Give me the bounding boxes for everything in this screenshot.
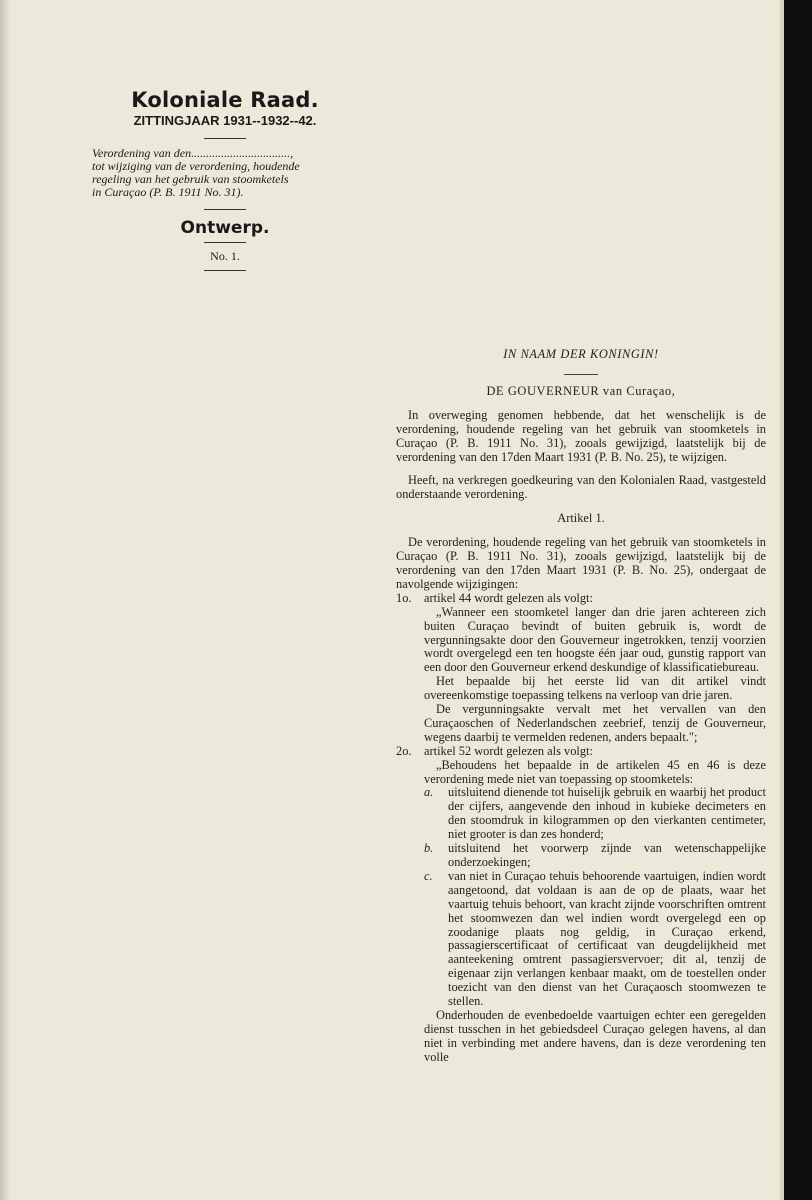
session-year: ZITTINGJAAR 1931--1932--42. <box>133 113 317 128</box>
sub-item-label: c. <box>424 868 433 883</box>
amendment-item <box>396 745 766 759</box>
sub-item-label: a. <box>424 785 434 800</box>
document-number: No. 1. <box>210 249 240 263</box>
sub-item <box>396 870 766 1009</box>
divider <box>204 270 246 271</box>
item-label: 1o. <box>396 590 412 605</box>
item-paragraph: De vergunningsakte vervalt met het vervallen van den Curaçaoschen of Nederlandschen zeebrief, tenzij de Gouverneur, wegens daarbij te vermelden redenen, anders bepaalt."; <box>424 702 766 744</box>
subject-line: Verordening van den................................., <box>92 146 294 160</box>
scan-border <box>784 0 812 1200</box>
item-paragraph: Het bepaalde bij het eerste lid van dit artikel vindt overeenkomstige toepassing telkens na verloop van drie jaren. <box>424 674 766 703</box>
divider <box>204 242 246 243</box>
sub-item-label: b. <box>424 841 434 856</box>
document-header <box>90 88 360 271</box>
enactment-paragraph: Heeft, na verkregen goedkeuring van den Kolonialen Raad, vastgesteld onderstaande verordening. <box>396 473 766 502</box>
item-text: artikel 44 wordt gelezen als volgt: <box>424 590 593 605</box>
item-paragraph: „Wanneer een stoomketel langer dan drie jaren achtereen zich buiten Curaçao bevindt of buiten gebruik is, wordt de vergunningsakte door den Gouverneur ingetrokken, tenzij voorzien wordt overgelegd een ten hoogste één jaar oud, gunstig rapport van een door den Gouverneur erkend deskundige of klassificatiebureau. <box>424 604 766 675</box>
sub-item-text: uitsluitend het voorwerp zijnde van wetenschappelijke onderzoekingen; <box>448 841 766 869</box>
amendment-item <box>396 592 766 606</box>
article-intro: De verordening, houdende regeling van het gebruik van stoomketels in Curaçao (P. B. 1911 No. 31), zooals gewijzigd, laatstelijk bij de verordening van den 17den Maart 1931 (P. B. No. 25), ondergaat de navolgende wijzigingen: <box>396 535 766 591</box>
subject-line: in Curaçao (P. B. 1911 No. 31). <box>92 185 244 199</box>
item-paragraph: „Behoudens het bepaalde in de artikelen 45 en 46 is deze verordening mede niet van toepassing op stoomketels: <box>424 757 766 786</box>
ordinance-subject <box>92 147 360 199</box>
final-paragraph: Onderhouden de evenbedoelde vaartuigen echter een geregelden dienst tusschen in het gebiedsdeel Curaçao gelegen havens, al dan niet in verbinding met andere havens, dan is deze verordening ten volle <box>424 1007 766 1064</box>
item-label: 2o. <box>396 743 412 758</box>
sub-item-text: uitsluitend dienende tot huiselijk gebruik en waarbij het product der cijfers, aangevende den inhoud in kubieke decimeters en den stoomdruk in kilogrammen op den vierkanten centimeter, niet grooter is dan zes honderd; <box>448 785 766 842</box>
subject-line: regeling van het gebruik van stoomketels <box>92 172 289 186</box>
ordinance-body <box>396 348 766 1065</box>
sub-item <box>396 786 766 842</box>
sub-item <box>396 842 766 870</box>
council-title: Koloniale Raad. <box>131 88 319 112</box>
divider <box>564 374 598 375</box>
subject-line: tot wijziging van de verordening, houdende <box>92 159 300 173</box>
divider <box>204 209 246 210</box>
divider <box>204 138 246 139</box>
sub-item-text: van niet in Curaçao tehuis behoorende vaartuigen, indien wordt aangetoond, dat voldaan is aan de op de plaats, waar het vaartuig tehuis behoort, van kracht zijnde voorschriften omtrent het stoomwezen dan wel indien wordt overgelegd een op zoodanige plaats nog geldig, in Curaçao erkend, passagierscertificaat of certificaat van deugdelijkheid met aanteekening omtrent passagiersvervoer; dit al, tenzij de eigenaar zijn verlangen kenbaar maakt, om de toestellen onder toezicht van den dienst van het Curaçaosch stoomwezen te stellen. <box>448 868 766 1009</box>
draft-label: Ontwerp. <box>180 218 270 238</box>
invocation: IN NAAM DER KONINGIN! <box>503 347 659 361</box>
governor-line: DE GOUVERNEUR van Curaçao, <box>486 383 676 398</box>
considering-paragraph: In overweging genomen hebbende, dat het wenschelijk is de verordening, houdende regeling van het gebruik van stoomketels in Curaçao (P. B. 1911 No. 31), zooals gewijzigd, laatstelijk bij de verordening van den 17den Maart 1931 (P. B. No. 25), te wijzigen. <box>396 407 766 464</box>
article-heading: Artikel 1. <box>557 511 605 526</box>
item-text: artikel 52 wordt gelezen als volgt: <box>424 743 593 758</box>
